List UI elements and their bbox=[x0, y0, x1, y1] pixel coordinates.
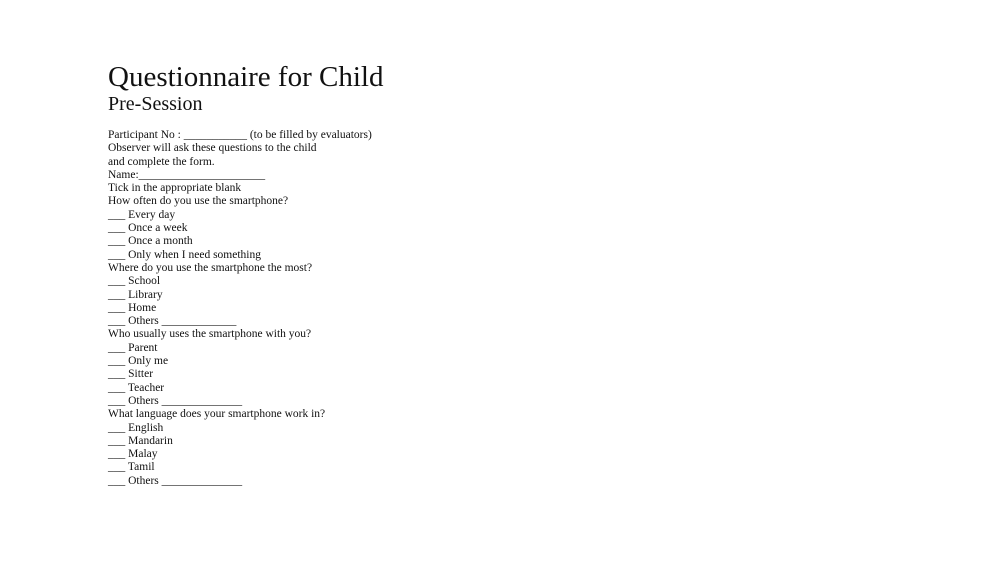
option-only-when-needed: ___ Only when I need something bbox=[108, 248, 261, 261]
option-others-location: ___ Others _____________ bbox=[108, 315, 237, 328]
participant-number-line: Participant No : ___________ (to be filled by evaluators) bbox=[108, 129, 372, 141]
option-once-a-month: ___ Once a month bbox=[108, 235, 193, 248]
option-every-day: ___ Every day bbox=[108, 208, 176, 221]
option-others-language: ___ Others ______________ bbox=[108, 474, 243, 487]
observer-instruction-continued: and complete the form. bbox=[108, 155, 215, 168]
option-parent: ___ Parent bbox=[108, 341, 158, 354]
option-mandarin: ___ Mandarin bbox=[108, 434, 173, 447]
tick-instruction: Tick in the appropriate blank bbox=[108, 182, 242, 195]
option-home: ___ Home bbox=[108, 301, 157, 314]
question-companion: Who usually uses the smartphone with you? bbox=[108, 328, 312, 341]
form-body bbox=[108, 129, 528, 488]
question-location: Where do you use the smartphone the most? bbox=[108, 261, 313, 274]
option-tamil: ___ Tamil bbox=[108, 461, 155, 474]
option-school: ___ School bbox=[108, 275, 161, 288]
option-malay: ___ Malay bbox=[108, 448, 158, 461]
option-others-companion: ___ Others ______________ bbox=[108, 394, 243, 407]
question-language: What language does your smartphone work in? bbox=[108, 408, 326, 421]
option-library: ___ Library bbox=[108, 288, 163, 301]
option-teacher: ___ Teacher bbox=[108, 381, 165, 394]
page-title: Questionnaire for Child bbox=[108, 61, 384, 93]
question-frequency: How often do you use the smartphone? bbox=[108, 195, 289, 208]
observer-instruction: Observer will ask these questions to the child bbox=[108, 142, 317, 155]
option-only-me: ___ Only me bbox=[108, 355, 169, 368]
option-once-a-week: ___ Once a week bbox=[108, 222, 188, 235]
page-subtitle: Pre-Session bbox=[108, 93, 203, 115]
option-english: ___ English bbox=[108, 421, 164, 434]
questionnaire-document bbox=[108, 58, 528, 488]
name-field-line: Name:______________________ bbox=[108, 168, 266, 181]
option-sitter: ___ Sitter bbox=[108, 368, 154, 381]
